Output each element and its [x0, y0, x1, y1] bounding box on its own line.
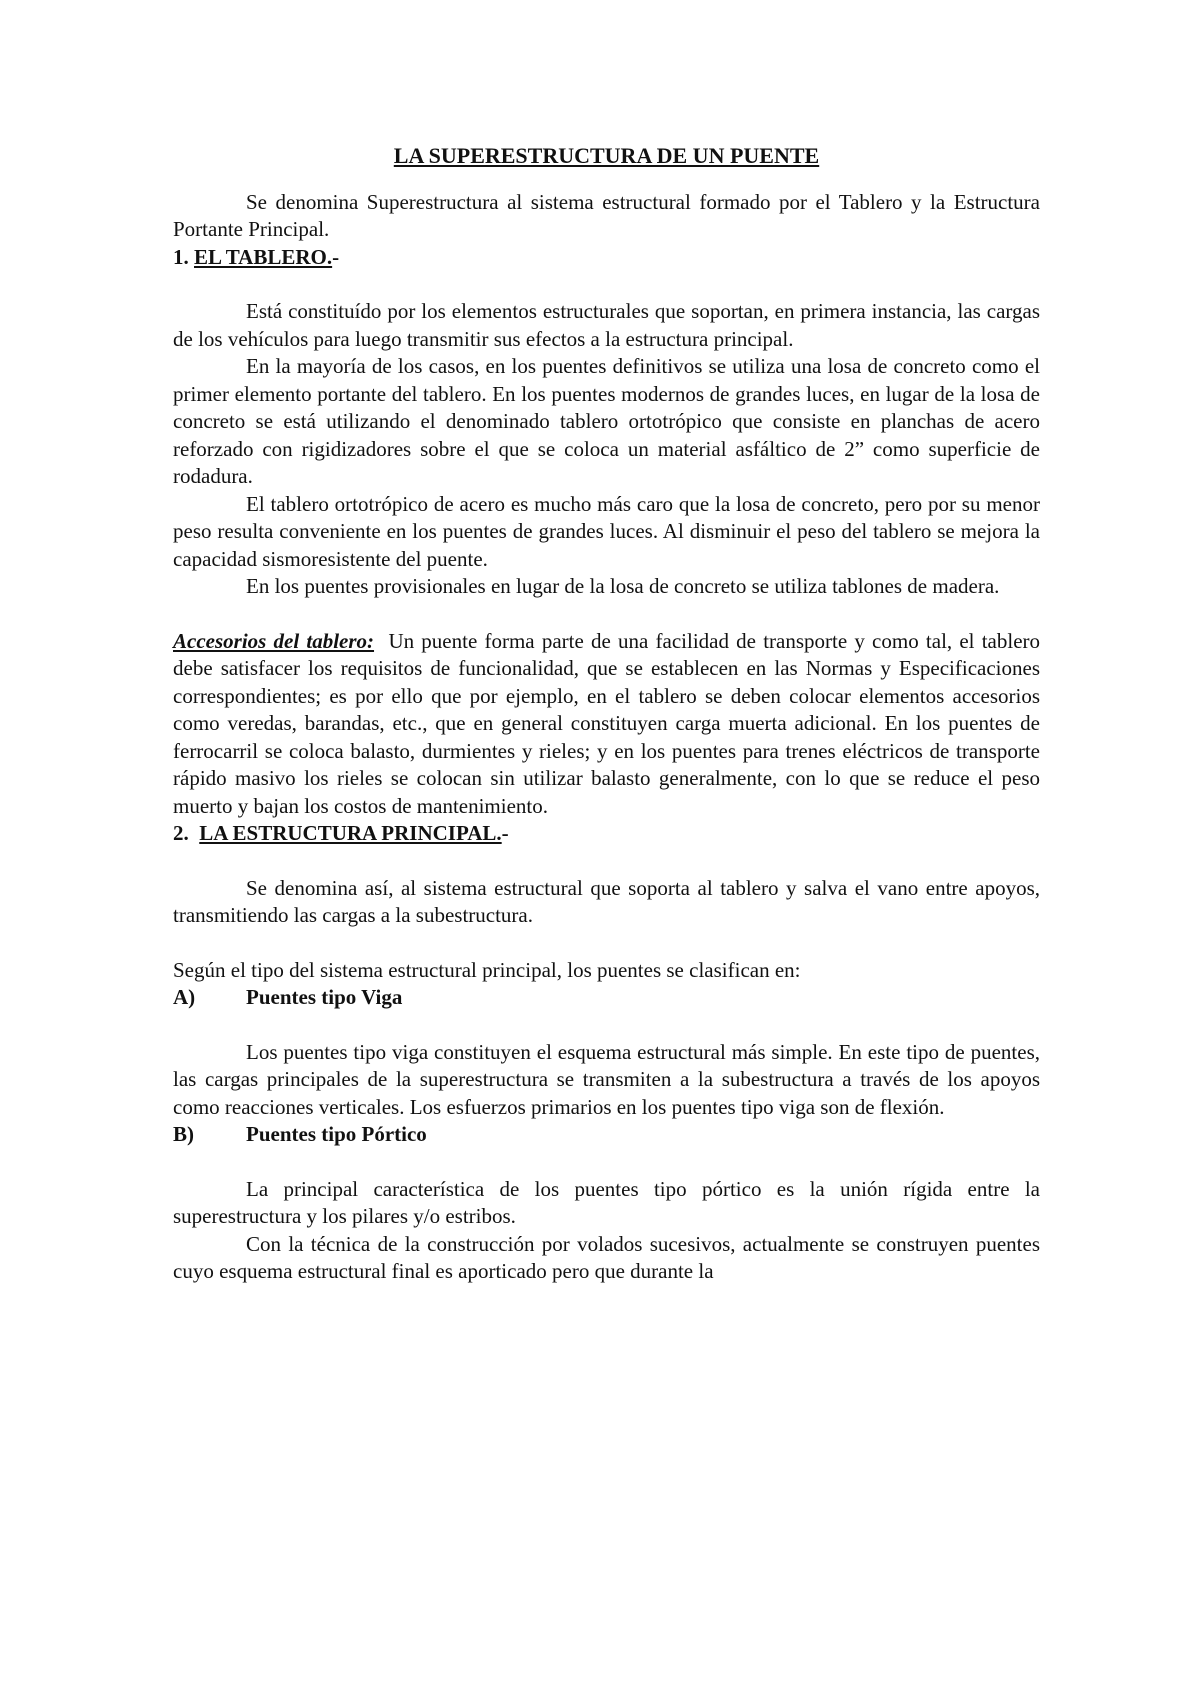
type-a-letter: A): [173, 985, 196, 1009]
type-b-paragraph-2: Con la técnica de la construcción por volados sucesivos, actualmente se construyen puentes cuyo esquema estructural final es aporticado pero que durante la: [173, 1231, 1040, 1283]
section-1-suffix: -: [332, 244, 340, 269]
type-a-paragraph: Los puentes tipo viga constituyen el esquema estructural más simple. En este tipo de puentes, las cargas principales de la superestructura se transmiten a la subestructura a través de los apoyos como reacciones verticales. Los esfuerzos primarios en los puentes tipo viga son de flexión.: [173, 1039, 1040, 1119]
section-2-number: 2.: [173, 821, 189, 845]
intro-paragraph: Se denomina Superestructura al sistema estructural formado por el Tablero y la Estructura Portante Principal.: [173, 189, 1040, 241]
section-1-paragraph-2: En la mayoría de los casos, en los puentes definitivos se utiliza una losa de concreto como el primer elemento portante del tablero. En los puentes modernos de grandes luces, en lugar de la losa de concreto se está utilizando el denominado tablero ortotrópico que consiste en planchas de acero reforzado con rigidizadores sobre el que se coloca un material asfáltico de 2” como superficie de rodadura.: [173, 354, 1040, 488]
section-1-paragraph-1: Está constituído por los elementos estructurales que soportan, en primera instancia, las cargas de los vehículos para luego transmitir sus efectos a la estructura principal.: [173, 299, 1040, 351]
document-body: [173, 142, 1040, 1286]
accessories-paragraph: [173, 628, 1040, 821]
type-a-heading: [173, 984, 1040, 1012]
section-1-number: 1.: [173, 244, 189, 269]
section-2-suffix: -: [501, 821, 509, 845]
section-1-title: EL TABLERO.: [194, 244, 333, 269]
type-b-heading: [173, 1121, 1040, 1149]
classification-paragraph: Según el tipo del sistema estructural principal, los puentes se clasifican en:: [173, 957, 801, 982]
section-1-paragraph-4: En los puentes provisionales en lugar de la losa de concreto se utiliza tablones de madera.: [246, 574, 1000, 598]
document-title: LA SUPERESTRUCTURA DE UN PUENTE: [393, 143, 820, 168]
type-a-title: Puentes tipo Viga: [246, 985, 403, 1009]
type-b-letter: B): [173, 1122, 194, 1146]
type-b-title: Puentes tipo Pórtico: [246, 1122, 427, 1146]
section-2-title: LA ESTRUCTURA PRINCIPAL.: [199, 821, 502, 845]
section-1-paragraph-3: El tablero ortotrópico de acero es mucho más caro que la losa de concreto, pero por su menor peso resulta conveniente en los puentes de grandes luces. Al disminuir el peso del tablero se mejora la capacidad sismoresistente del puente.: [173, 491, 1040, 571]
section-1-heading: [173, 244, 1040, 272]
accessories-label: Accesorios del tablero:: [173, 628, 375, 653]
accessories-text: Un puente forma parte de una facilidad de transporte y como tal, el tablero debe satisfacer los requisitos de funcionalidad, que se establecen en las Normas y Especificaciones correspondientes; es por ello que por ejemplo, en el tablero se deben colocar elementos accesorios como veredas, barandas, etc., que en general constituyen carga muerta adicional. En los puentes de ferrocarril se coloca balasto, durmientes y rieles; y en los puentes para trenes eléctricos de transporte rápido masivo los rieles se colocan sin utilizar balasto generalmente, con lo que se reduce el peso muerto y bajan los costos de mantenimiento.: [173, 628, 1041, 818]
section-2-paragraph: Se denomina así, al sistema estructural que soporta al tablero y salva el vano entre apoyos, transmitiendo las cargas a la subestructura.: [173, 875, 1040, 927]
section-2-heading: [173, 820, 1040, 848]
type-b-paragraph-1: La principal característica de los puentes tipo pórtico es la unión rígida entre la superestructura y los pilares y/o estribos.: [173, 1176, 1040, 1228]
